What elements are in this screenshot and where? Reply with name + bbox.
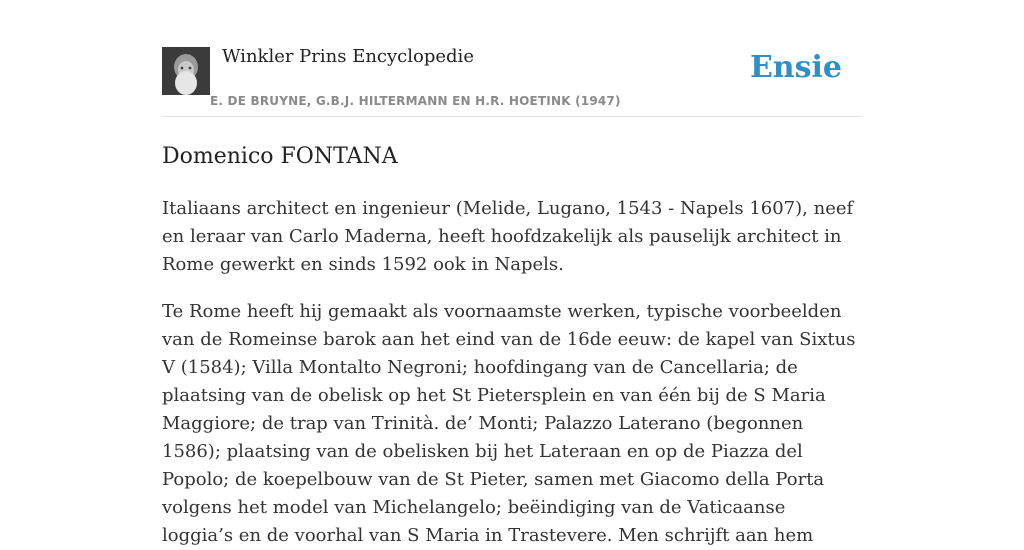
author-avatar[interactable] bbox=[162, 47, 210, 95]
article-title: Domenico FONTANA bbox=[162, 144, 398, 169]
portrait-icon bbox=[162, 47, 210, 95]
source-header bbox=[162, 0, 862, 117]
article-paragraph-2: Te Rome heeft hij gemaakt als voornaamste werken, typische voorbeelden van de Romeinse barok aan het eind van de 16de eeuw: de kapel van Sixtus V (1584); Villa Montalto Negroni; hoofdingang van de Cancellaria; de plaatsing van de obelisk op het St Pietersplein en van één bij de S Maria Maggiore; de trap van Trinità. de’ Monti; Palazzo Laterano (begonnen 1586); plaatsing van de obelisken bij het Lateraan en op de Piazza del Popolo; de koepelbouw van de St Pieter, samen met Giacomo della Porta volgens het model van Michelangelo; beëindiging van de Vaticaanse loggia’s en de voorhal van S Maria in Trastevere. Men schrijft aan hem bbox=[162, 301, 856, 546]
page-container bbox=[162, 0, 862, 546]
source-authors: E. DE BRUYNE, G.B.J. HILTERMANN EN H.R. HOETINK (1947) bbox=[210, 94, 621, 108]
article-paragraph-1: Italiaans architect en ingenieur (Melide, Lugano, 1543 - Napels 1607), neef en leraar van Carlo Maderna, heeft hoofdzakelijk als pauselijk architect in Rome gewerkt en sinds 1592 ook in Napels. bbox=[162, 198, 854, 275]
source-title[interactable]: Winkler Prins Encyclopedie bbox=[222, 46, 474, 67]
ensie-logo-link[interactable]: Ensie bbox=[749, 50, 842, 85]
